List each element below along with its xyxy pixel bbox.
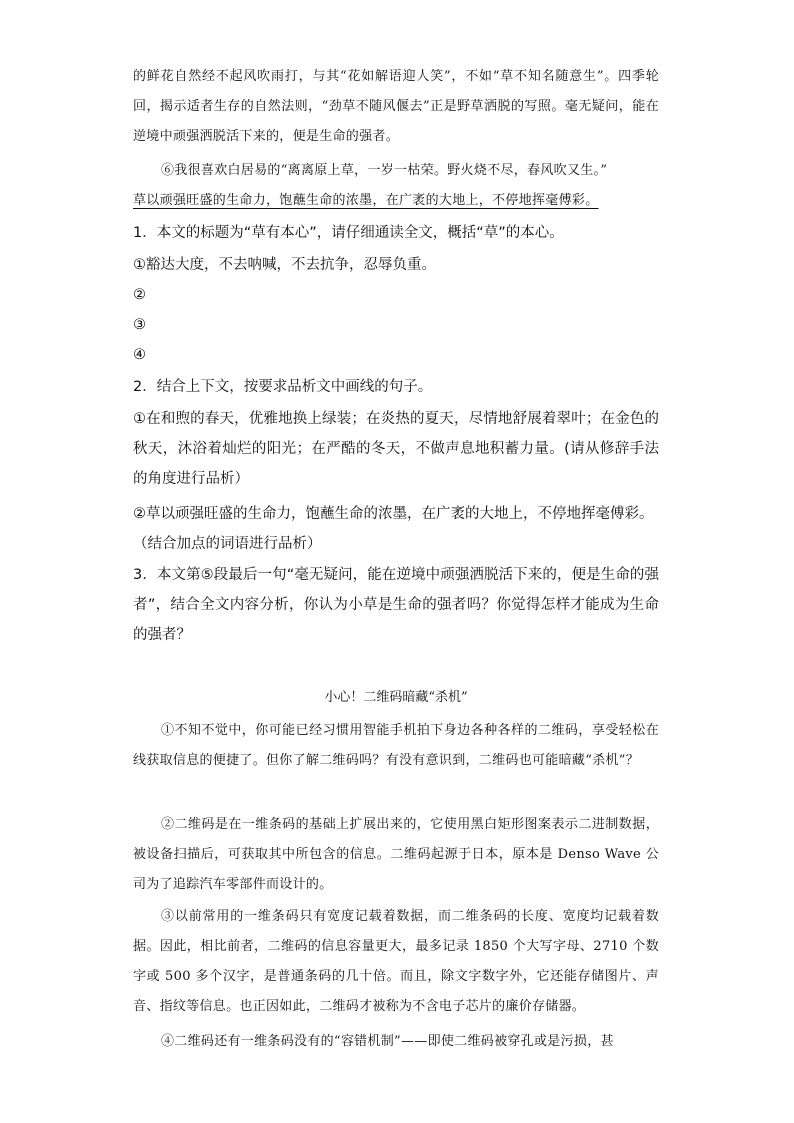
essay2-paragraph-2: ②二维码是在一维条码的基础上扩展出来的，它使用黑白矩形图案表示二进制数据，被设备扫描后，可获取其中所包含的信息。二维码起源于日本，原本是 Denso Wave 公司为了追踪汽车零部件而设计的。 [133,817,659,892]
essay2-paragraph-1: ①不知不觉中，你可能已经习惯用智能手机拍下身边各种各样的二维码，享受轻松在线获取信息的便捷了。但你了解二维码吗？有没有意识到，二维码也可能暗藏“杀机”？ [133,723,659,768]
question-2-item-1: ①在和煦的春天，优雅地换上绿装；在炎热的夏天，尽情地舒展着翠叶；在金色的秋天，沐浴着灿烂的阳光；在严酷的冬天，不做声息地积蓄力量。(请从修辞手法的角度进行品析） [133,411,659,487]
essay2-paragraph-4-line-1: ④二维码还有一维条码没有的“容错机制”——即使二维码被穿孔或是污损，甚 [161,1034,614,1049]
question-2-item-2: ②草以顽强旺盛的生命力，饱蘸生命的浓墨，在广袤的大地上，不停地挥毫傅彩。 [133,506,654,522]
question-1-answer-4: ④ [133,347,146,363]
question-2-item-2-note: （结合加点的词语进行品析） [133,536,322,552]
underlined-sentence: 草以顽强旺盛的生命力，饱蘸生命的浓墨，在广袤的大地上，不停地挥毫傅彩。 [133,193,599,208]
essay1-paragraph-6-line-2 [133,186,659,216]
question-1-answer-1: ①豁达大度，不去呐喊，不去抗争，忍辱负重。 [133,257,436,273]
question-1-answer-3: ③ [133,317,146,333]
essay2-title: 小心！二维码暗藏“杀机” [324,690,468,705]
question-3: 3．本文第⑤段最后一句“毫无疑问，能在逆境中顽强洒脱活下来的，便是生命的强者”，结合全文内容分析，你认为小草是生命的强者吗？你觉得怎样才能成为生命的强者？ [133,567,659,643]
essay1-paragraph-5-continued: 的鲜花自然经不起风吹雨打，与其“花如解语迎人笑”，不如“草不知名随意生”。四季轮回，揭示适者生存的自然法则，“劲草不随风偃去”正是野草洒脱的写照。毫无疑问，能在逆境中顽强洒脱活下来的，便是生命的强者。 [133,69,659,144]
question-1: 1．本文的标题为“草有本心”，请仔细通读全文，概括“草”的本心。 [133,225,564,241]
essay2-paragraph-3: ③以前常用的一维条码只有宽度记载着数据，而二维条码的长度、宽度均记载着数据。因此，相比前者，二维码的信息容量更大，最多记录 1850 个大写字母、2710 个数字或 500 多个汉字，是普通条码的几十倍。而且，除文字数字外，它还能存储图片、声音、指纹等信息。也正因如此，二维码才被称为不含电子芯片的廉价存储器。 [133,909,659,1014]
question-2: 2．结合上下文，按要求品析文中画线的句子。 [133,379,433,395]
essay1-paragraph-6-line-1: ⑥我很喜欢白居易的“离离原上草，一岁一枯荣。野火烧不尽，春风吹又生。” [161,163,608,178]
question-1-answer-2: ② [133,287,146,303]
